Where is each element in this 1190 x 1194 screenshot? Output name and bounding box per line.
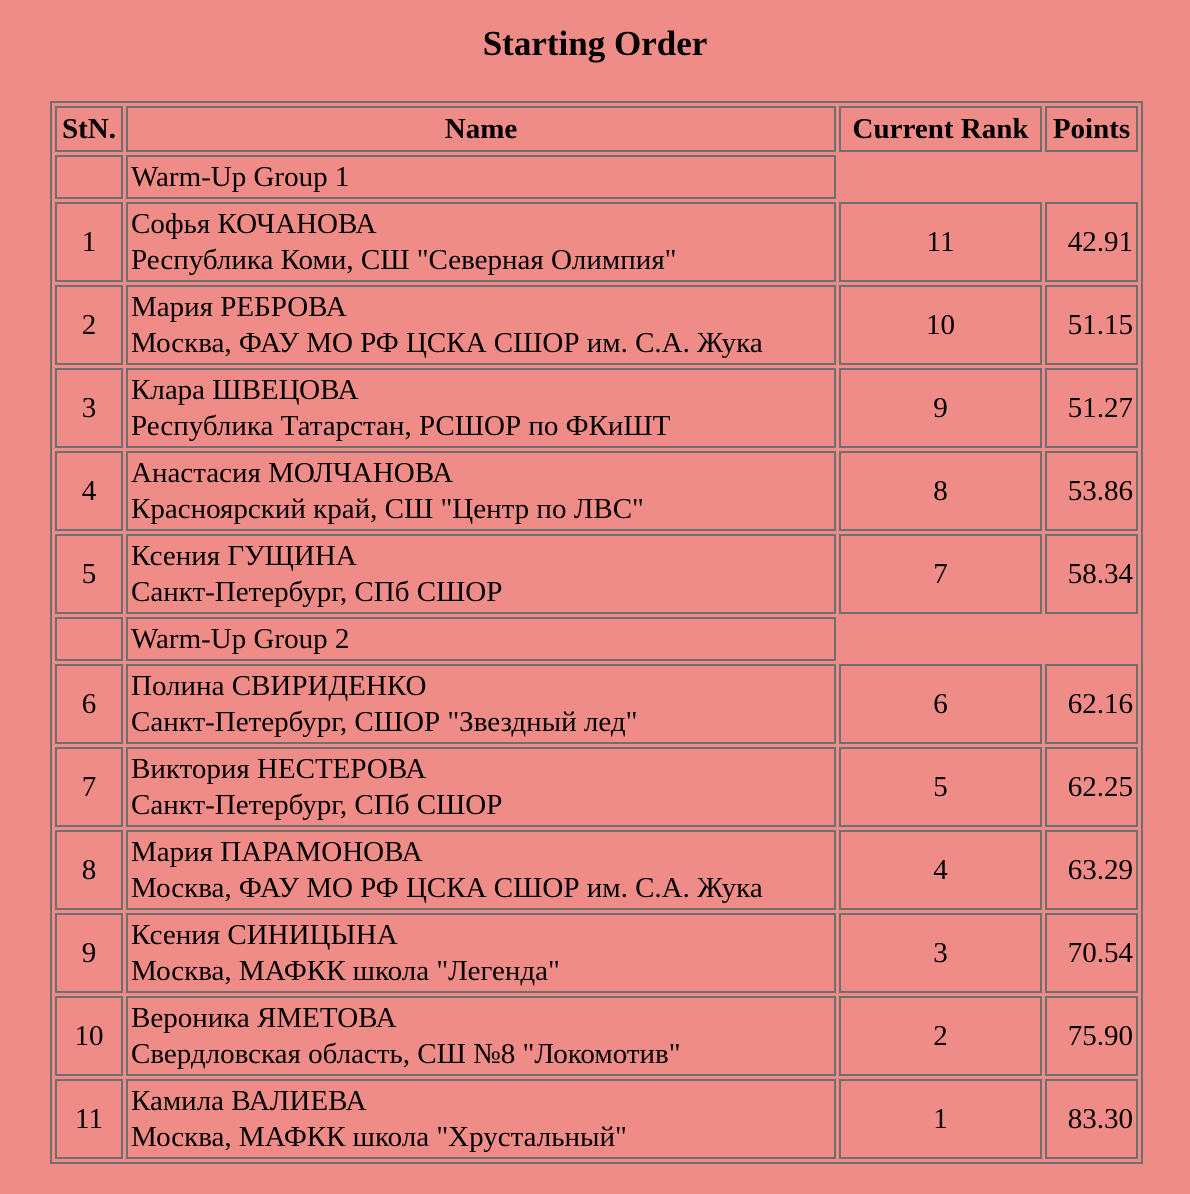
- table-row: [55, 747, 1138, 827]
- starting-number: 7: [55, 747, 123, 827]
- athlete-club: Санкт-Петербург, СШОР "Звездный лед": [131, 706, 638, 738]
- starting-order-table: [50, 101, 1143, 1164]
- group-stn-cell: [55, 617, 123, 661]
- points-value: 51.15: [1045, 285, 1138, 365]
- points-value: 75.90: [1045, 996, 1138, 1076]
- points-value: 53.86: [1045, 451, 1138, 531]
- athlete-name: Ксения ГУЩИНА: [131, 540, 357, 572]
- starting-number: 4: [55, 451, 123, 531]
- table-row: [55, 830, 1138, 910]
- points-value: 62.25: [1045, 747, 1138, 827]
- table-row: [55, 1079, 1138, 1159]
- current-rank: 8: [839, 451, 1042, 531]
- current-rank: 1: [839, 1079, 1042, 1159]
- athlete-cell: [126, 451, 836, 531]
- table-row: [55, 368, 1138, 448]
- column-header-name: Name: [126, 106, 836, 152]
- table-row: [55, 534, 1138, 614]
- starting-number: 6: [55, 664, 123, 744]
- athlete-name: Ксения СИНИЦЫНА: [131, 919, 398, 951]
- athlete-club: Красноярский край, СШ "Центр по ЛВС": [131, 493, 644, 525]
- athlete-name: Камила ВАЛИЕВА: [131, 1085, 367, 1117]
- starting-number: 2: [55, 285, 123, 365]
- group-empty-cell: [839, 155, 1138, 199]
- points-value: 62.16: [1045, 664, 1138, 744]
- starting-number: 10: [55, 996, 123, 1076]
- starting-number: 5: [55, 534, 123, 614]
- current-rank: 5: [839, 747, 1042, 827]
- athlete-cell: [126, 202, 836, 282]
- athlete-name: Мария РЕБРОВА: [131, 291, 347, 323]
- athlete-club: Москва, ФАУ МО РФ ЦСКА СШОР им. С.А. Жука: [131, 327, 763, 359]
- group-empty-cell: [839, 617, 1138, 661]
- athlete-cell: [126, 285, 836, 365]
- column-header-stn: StN.: [55, 106, 123, 152]
- athlete-cell: [126, 747, 836, 827]
- athlete-club: Республика Коми, СШ "Северная Олимпия": [131, 244, 677, 276]
- current-rank: 10: [839, 285, 1042, 365]
- athlete-cell: [126, 664, 836, 744]
- starting-number: 11: [55, 1079, 123, 1159]
- athlete-name: Софья КОЧАНОВА: [131, 208, 377, 240]
- table-row: [55, 285, 1138, 365]
- points-value: 83.30: [1045, 1079, 1138, 1159]
- athlete-club: Санкт-Петербург, СПб СШОР: [131, 789, 503, 821]
- athlete-name: Виктория НЕСТЕРОВА: [131, 753, 427, 785]
- points-value: 63.29: [1045, 830, 1138, 910]
- points-value: 70.54: [1045, 913, 1138, 993]
- athlete-club: Москва, МАФКК школа "Хрустальный": [131, 1121, 627, 1153]
- athlete-club: Москва, ФАУ МО РФ ЦСКА СШОР им. С.А. Жука: [131, 872, 763, 904]
- current-rank: 7: [839, 534, 1042, 614]
- table-row: [55, 664, 1138, 744]
- starting-number: 1: [55, 202, 123, 282]
- athlete-name: Анастасия МОЛЧАНОВА: [131, 457, 454, 489]
- athlete-cell: [126, 368, 836, 448]
- starting-number: 9: [55, 913, 123, 993]
- athlete-cell: [126, 830, 836, 910]
- current-rank: 11: [839, 202, 1042, 282]
- warm-up-group-row: [55, 155, 1138, 199]
- warm-up-group-row: [55, 617, 1138, 661]
- table-row: [55, 451, 1138, 531]
- athlete-name: Полина СВИРИДЕНКО: [131, 670, 427, 702]
- warm-up-group-label: Warm-Up Group 1: [126, 155, 836, 199]
- current-rank: 3: [839, 913, 1042, 993]
- current-rank: 9: [839, 368, 1042, 448]
- group-stn-cell: [55, 155, 123, 199]
- table-body: [55, 155, 1138, 1159]
- athlete-club: Санкт-Петербург, СПб СШОР: [131, 576, 503, 608]
- athlete-cell: [126, 913, 836, 993]
- athlete-cell: [126, 996, 836, 1076]
- header-row: [55, 106, 1138, 152]
- points-value: 51.27: [1045, 368, 1138, 448]
- athlete-club: Москва, МАФКК школа "Легенда": [131, 955, 560, 987]
- current-rank: 6: [839, 664, 1042, 744]
- table-row: [55, 202, 1138, 282]
- table-row: [55, 996, 1138, 1076]
- athlete-name: Мария ПАРАМОНОВА: [131, 836, 423, 868]
- warm-up-group-label: Warm-Up Group 2: [126, 617, 836, 661]
- athlete-club: Свердловская область, СШ №8 "Локомотив": [131, 1038, 681, 1070]
- column-header-rank: Current Rank: [839, 106, 1042, 152]
- athlete-club: Республика Татарстан, РСШОР по ФКиШТ: [131, 410, 671, 442]
- athlete-name: Клара ШВЕЦОВА: [131, 374, 359, 406]
- athlete-cell: [126, 534, 836, 614]
- starting-number: 8: [55, 830, 123, 910]
- athlete-cell: [126, 1079, 836, 1159]
- current-rank: 2: [839, 996, 1042, 1076]
- starting-number: 3: [55, 368, 123, 448]
- athlete-name: Вероника ЯМЕТОВА: [131, 1002, 397, 1034]
- points-value: 58.34: [1045, 534, 1138, 614]
- column-header-points: Points: [1045, 106, 1138, 152]
- table-row: [55, 913, 1138, 993]
- current-rank: 4: [839, 830, 1042, 910]
- points-value: 42.91: [1045, 202, 1138, 282]
- page-title: Starting Order: [482, 24, 708, 63]
